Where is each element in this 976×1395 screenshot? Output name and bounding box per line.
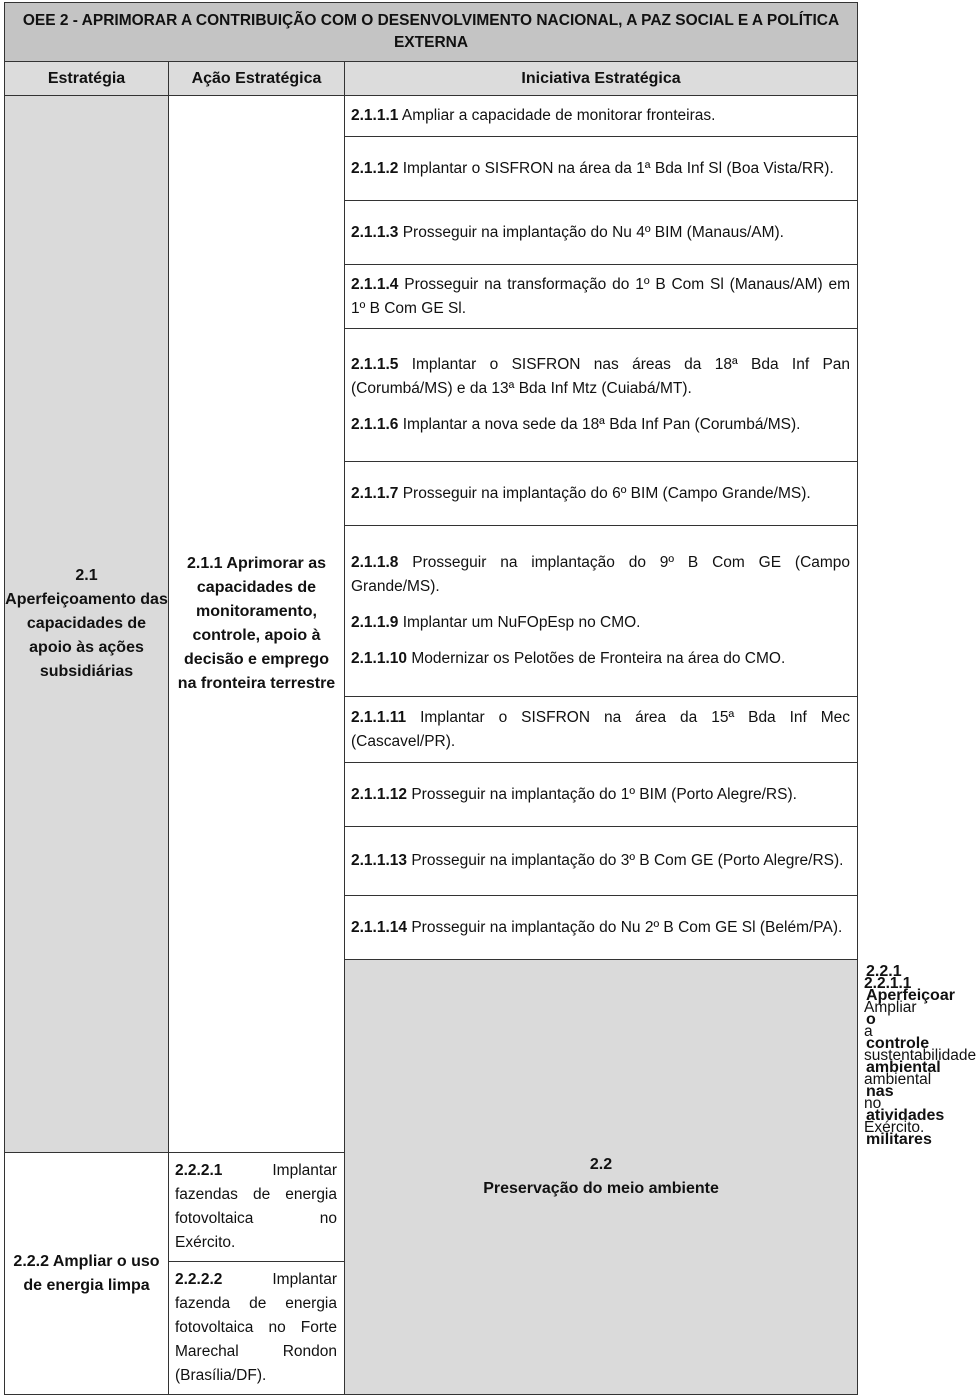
initiative-text: Implantar fazenda de energia fotovoltaica no Forte Marechal Rondon (Brasília/DF). — [175, 1271, 337, 1384]
initiative-item — [345, 267, 857, 327]
initiative-cell — [345, 763, 858, 827]
initiative-cell — [345, 697, 858, 763]
initiative-item — [345, 151, 857, 187]
initiative-text: Modernizar os Pelotões de Fronteira na área do CMO. — [411, 650, 786, 667]
action-code: 2.2.1 — [866, 963, 902, 980]
initiative-code: 2.1.1.6 — [351, 416, 399, 433]
initiative-code: 2.1.1.12 — [351, 785, 408, 803]
action-code: 2.1.1 — [186, 555, 223, 572]
initiative-text: Prosseguir na implantação do 3º B Com GE (Porto Alegre/RS). — [411, 852, 844, 869]
initiative-cell — [169, 1153, 345, 1395]
initiative-code: 2.1.1.1 — [351, 107, 399, 124]
initiative-cell — [345, 462, 858, 526]
initiative-code: 2.1.1.5 — [351, 356, 399, 373]
initiative-item — [345, 98, 857, 134]
initiative-code: 2.1.1.9 — [351, 614, 399, 631]
initiative-text: Implantar o SISFRON na área da 1ª Bda Inf Sl (Boa Vista/RR). — [402, 159, 834, 177]
initiative-code: 2.2.2.2 — [175, 1271, 223, 1288]
initiative-text: Implantar fazendas de energia fotovoltaica no Exército. — [175, 1162, 337, 1251]
initiative-item — [345, 545, 857, 605]
header-estrategia: Estratégia — [5, 62, 169, 96]
action-label: Aperfeiçoar o controle ambiental nas atividades militares — [866, 987, 955, 1148]
initiative-cell — [345, 896, 858, 960]
table-title: OEE 2 - APRIMORAR A CONTRIBUIÇÃO COM O DESENVOLVIMENTO NACIONAL, A PAZ SOCIAL E A POLÍTICA EXTERNA — [5, 3, 858, 62]
initiative-text: Implantar a nova sede da 18ª Bda Inf Pan (Corumbá/MS). — [402, 416, 801, 433]
initiative-text: Ampliar a sustentabilidade ambiental no Exército. — [864, 999, 976, 1136]
strategy-cell — [5, 96, 169, 1153]
initiative-item — [345, 777, 857, 813]
initiative-text: Ampliar a capacidade de monitorar fronteiras. — [401, 107, 716, 124]
action-cell — [169, 96, 345, 1153]
initiative-item — [345, 843, 857, 879]
initiative-text: Implantar o SISFRON na área da 15ª Bda Inf Mec (Cascavel/PR). — [351, 708, 851, 750]
strategy-code: 2.1 — [75, 567, 98, 584]
strategy-table — [4, 2, 976, 1395]
initiative-item — [345, 641, 857, 677]
strategy-label: Aperfeiçoamento das capacidades de apoio às ações subsidiárias — [5, 591, 168, 680]
header-acao: Ação Estratégica — [169, 62, 345, 96]
initiative-item — [345, 476, 857, 512]
initiative-text: Prosseguir na implantação do Nu 4º BIM (Manaus/AM). — [402, 223, 784, 241]
initiative-text: Prosseguir na implantação do 1º BIM (Porto Alegre/RS). — [411, 785, 797, 803]
title-row — [5, 3, 858, 62]
initiative-cell — [345, 827, 858, 896]
initiative-item — [345, 700, 857, 760]
header-iniciativa: Iniciativa Estratégica — [345, 62, 858, 96]
initiative-code: 2.1.1.2 — [351, 159, 399, 177]
action-label: Aprimorar as capacidades de monitoramento, controle, apoio à decisão e emprego na fronteira terrestre — [177, 555, 336, 692]
initiative-cell — [345, 526, 858, 697]
initiative-code: 2.1.1.8 — [351, 554, 399, 571]
initiative-item — [345, 910, 857, 946]
initiative-item — [345, 347, 857, 407]
initiative-code: 2.1.1.3 — [351, 223, 399, 241]
initiative-code: 2.1.1.4 — [351, 275, 399, 293]
initiative-code: 2.2.1.1 — [864, 975, 912, 992]
strategy-code: 2.2 — [589, 1156, 613, 1173]
initiative-text: Prosseguir na implantação do Nu 2º B Com GE Sl (Belém/PA). — [411, 918, 843, 936]
initiative-text: Implantar um NuFOpEsp no CMO. — [402, 614, 641, 631]
initiative-text: Prosseguir na implantação do 6º BIM (Campo Grande/MS). — [402, 484, 811, 502]
initiative-code: 2.2.2.1 — [175, 1162, 223, 1179]
action-label: Ampliar o uso de energia limpa — [23, 1252, 160, 1294]
initiative-text: Prosseguir na implantação do 9º B Com GE (Campo Grande/MS). — [351, 554, 851, 595]
initiative-cell — [345, 96, 858, 137]
strategy-label: Preservação do meio ambiente — [483, 1180, 719, 1197]
initiative-item — [345, 605, 857, 641]
initiative-cell — [345, 265, 858, 329]
initiative-cell — [345, 137, 858, 201]
initiative-code: 2.1.1.11 — [351, 708, 407, 726]
initiative-code: 2.1.1.14 — [351, 918, 408, 936]
initiative-text: Prosseguir na transformação do 1º B Com Sl (Manaus/AM) em 1º B Com GE Sl. — [351, 275, 851, 317]
action-code: 2.2.2 — [13, 1252, 50, 1270]
strategy-cell — [345, 960, 858, 1395]
initiative-code: 2.1.1.13 — [351, 852, 408, 869]
initiative-item — [345, 215, 857, 251]
initiative-code: 2.1.1.10 — [351, 650, 408, 667]
initiative-cell — [345, 201, 858, 265]
initiative-item — [169, 1153, 344, 1261]
header-row — [5, 62, 858, 96]
initiative-text: Implantar o SISFRON nas áreas da 18ª Bda Inf Pan (Corumbá/MS) e da 13ª Bda Inf Mtz (Cuiabá/MT). — [351, 356, 851, 397]
initiative-code: 2.1.1.7 — [351, 484, 399, 502]
initiative-cell — [345, 329, 858, 462]
initiative-item — [169, 1261, 344, 1394]
initiative-item — [345, 407, 857, 443]
table-row — [5, 96, 858, 137]
action-cell — [5, 1153, 169, 1395]
